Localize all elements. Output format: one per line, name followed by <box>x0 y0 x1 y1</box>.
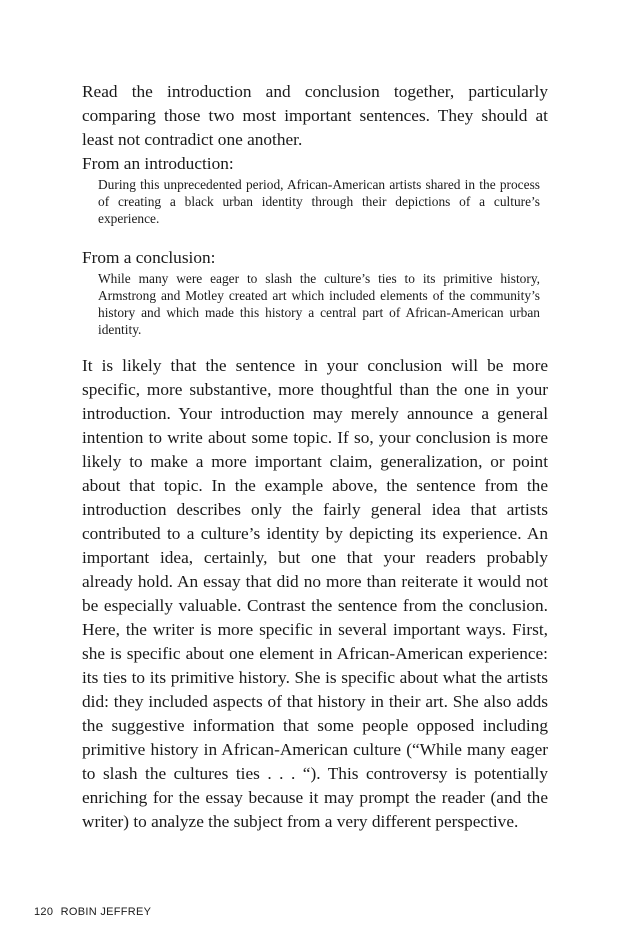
page-footer <box>34 906 151 918</box>
introduction-example-quote: During this unprecedented period, African-American artists shared in the process of creating a black urban identity through their depictions of a culture’s experience. <box>98 177 540 226</box>
page-content <box>82 80 548 834</box>
intro-paragraph: Read the introduction and conclusion together, particularly comparing those two most important sentences. They should at least not contradict one another. <box>82 82 548 149</box>
main-paragraph: It is likely that the sentence in your conclusion will be more specific, more substantive, more thoughtful than the one in your introduction. Your introduction may merely announce a general intention to write about some topic. If so, your conclusion is more likely to make a more important claim, generalization, or point about that topic. In the example above, the sentence from the introduction describes only the fairly general idea that artists contributed to a culture’s identity by depicting its experience. An important idea, certainly, but one that your readers probably already hold. An essay that did no more than reiterate it would not be especially valuable. Contrast the sentence from the conclusion. Here, the writer is more specific in several important ways. First, she is specific about one element in African-American experience: its ties to its primitive history. She is specific about what the artists did: they included aspects of that history in their art. She also adds the suggestive information that some people opposed including primitive history in African-American culture (“While many eager to slash the cultures ties . . . “). This controversy is potentially enriching for the essay because it may prompt the reader (and the writer) to analyze the subject from a very different perspective. <box>82 356 548 831</box>
running-author: ROBIN JEFFREY <box>60 906 152 918</box>
introduction-example-label: From an introduction: <box>82 154 234 173</box>
conclusion-example-quote: While many were eager to slash the culture’s ties to its primitive history, Armstrong and Motley created art which included elements of the community’s history and which made this history a central part of African-American urban identity. <box>98 271 540 337</box>
page-number: 120 <box>34 906 54 918</box>
conclusion-example-label: From a conclusion: <box>82 248 216 267</box>
